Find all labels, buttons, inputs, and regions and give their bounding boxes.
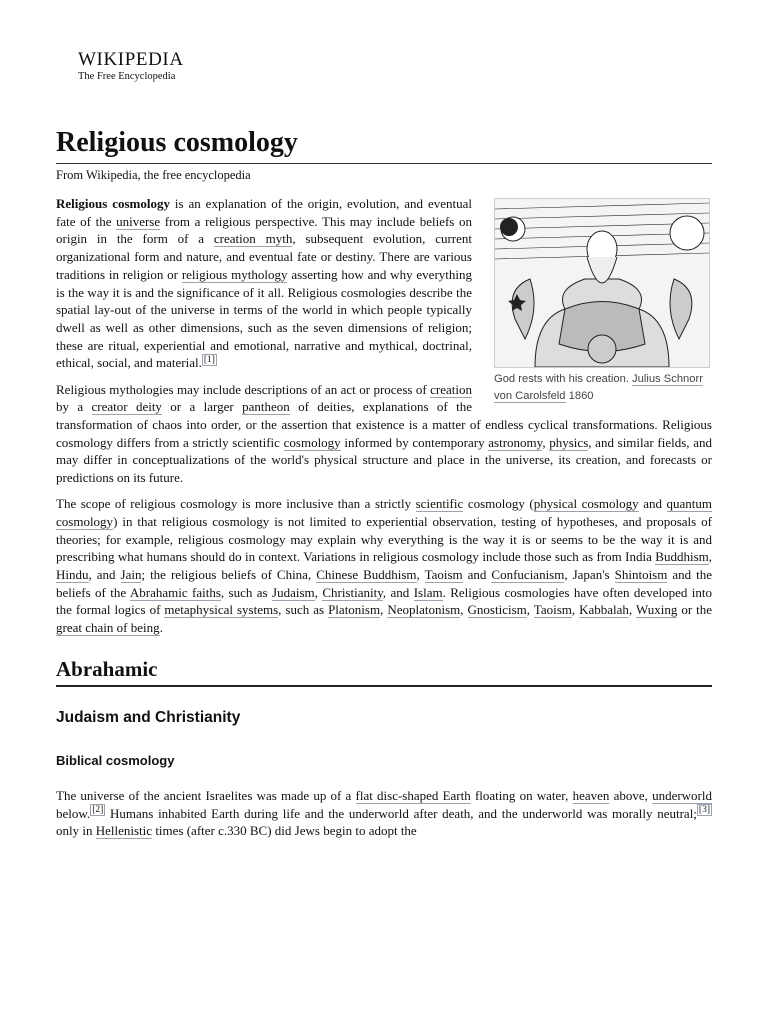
link-great-chain-of-being[interactable]: great chain of being	[56, 620, 160, 636]
link-pantheon[interactable]: pantheon	[242, 399, 290, 415]
link-metaphysical-systems[interactable]: metaphysical systems	[164, 602, 279, 618]
ref-1: [1]	[203, 355, 215, 365]
link-religious-mythology[interactable]: religious mythology	[181, 266, 288, 282]
link-buddhism[interactable]: Buddhism	[655, 549, 709, 565]
paragraph-mythologies: Religious mythologies may include descriptions of an act or process of creation by a creator deity or a larger pantheon of deities, explanations of the transformation of chaos into order, or the assertion that existence is a matter of endless cyclical transformations. Religious cosmology differs from a strictly scientific cosmology informed by contemporary astronomy, physics, and similar fields, and may differ in conceptualizations of the world's physical structure and place in the universe, its creation, and forecasts or predictions on its future.	[56, 381, 713, 486]
logo-tagline: The Free Encyclopedia	[78, 71, 176, 82]
link-neoplatonism[interactable]: Neoplatonism	[387, 602, 461, 618]
ref-3: [3]	[698, 805, 710, 816]
figure-caption: God rests with his creation. Julius Schnorr von Carolsfeld 1860	[494, 373, 703, 402]
paragraph-biblical: The universe of the ancient Israelites was made up of a flat disc-shaped Earth floating on water, heaven above, underworld below. [2] Humans inhabited Earth during life and the underworld after death, and the underworld was morally neutral; [3] only in Hellenistic times (after c.330 BC) did Jews begin to adopt the	[56, 787, 712, 839]
logo-wordmark: WIKIPEDIA	[78, 49, 184, 70]
link-physical-cosmology[interactable]: physical cosmology	[533, 496, 639, 512]
page-subtitle: From Wikipedia, the free encyclopedia	[56, 168, 251, 182]
link-abrahamic-faiths[interactable]: Abrahamic faiths	[129, 584, 221, 600]
link-quantum-cosmology[interactable]: quantum cosmology	[56, 496, 712, 529]
wikipedia-logo[interactable]	[78, 50, 218, 82]
link-confucianism[interactable]: Confucianism	[491, 567, 565, 583]
link-heaven[interactable]: heaven	[572, 787, 610, 803]
subsection-heading-judaism-christianity: Judaism and Christianity	[56, 708, 241, 726]
link-universe[interactable]: universe	[116, 213, 161, 229]
ref-2: [2]	[92, 805, 104, 816]
link-creation-myth[interactable]: creation myth	[213, 231, 293, 247]
page-title: Religious cosmology	[56, 124, 712, 164]
link-wuxing[interactable]: Wuxing	[635, 602, 678, 618]
engraving-image[interactable]	[494, 198, 710, 368]
link-physics[interactable]: physics	[549, 434, 589, 450]
link-christianity[interactable]: Christianity	[322, 584, 383, 600]
link-shintoism[interactable]: Shintoism	[614, 567, 668, 583]
link-islam[interactable]: Islam	[413, 584, 443, 600]
subsubsection-heading-biblical-cosmology: Biblical cosmology	[56, 752, 175, 768]
link-creator-deity[interactable]: creator deity	[91, 399, 162, 415]
link-judaism[interactable]: Judaism	[272, 584, 315, 600]
article-content	[56, 124, 712, 848]
link-platonism[interactable]: Platonism	[328, 602, 381, 618]
link-cosmology[interactable]: cosmology	[283, 434, 341, 450]
link-chinese-buddhism[interactable]: Chinese Buddhism	[316, 567, 417, 583]
link-jain[interactable]: Jain	[120, 567, 142, 583]
link-underworld[interactable]: underworld	[652, 787, 712, 803]
paragraph-scope: The scope of religious cosmology is more inclusive than a strictly scientific cosmology (physical cosmology and quantum cosmology) in that religious cosmology is not limited to experiential observation, testing of hypotheses, and proposals of theories; for example, religious cosmology may explain why everything is the way it is or seems to be the way it is and prescribing what humans should do in context. Variations in religious cosmology include those such as from India Buddhism, Hindu, and Jain; the religious beliefs of China, Chinese Buddhism, Taoism and Confucianism, Japan's Shintoism and the beliefs of the Abrahamic faiths, such as Judaism, Christianity, and Islam. Religious cosmologies have often developed into the formal logics of metaphysical systems, such as Platonism, Neoplatonism, Gnosticism, Taoism, Kabbalah, Wuxing or the great chain of being.	[56, 496, 713, 636]
link-flat-earth[interactable]: flat disc-shaped Earth	[355, 787, 471, 803]
section-heading-abrahamic: Abrahamic	[56, 656, 712, 687]
link-creation[interactable]: creation	[430, 381, 472, 397]
figure	[494, 198, 712, 404]
link-astronomy[interactable]: astronomy	[488, 434, 543, 450]
caption-author-link[interactable]: Julius Schnorr von Carolsfeld	[494, 373, 703, 402]
link-scientific[interactable]: scientific	[415, 496, 464, 512]
link-hellenistic[interactable]: Hellenistic	[95, 823, 153, 839]
paragraph-intro: Religious cosmology is an explanation of the origin, evolution, and eventual fate of the universe from a religious perspective. This may include beliefs on origin in the form of a creation myth, subsequent evolution, current organizational form and nature, and eventual fate or destiny. There are various traditions in religion or religious mythology asserting how and why everything is the way it is and the significance of it all. Religious cosmologies describe the spatial lay-out of the universe in terms of the world in which people typically dwell as well as other dimensions, such as the seven dimensions of religion; these are ritual, experiential and emotional, narrative and mythical, doctrinal, ethical, social, and material. [1]	[56, 196, 473, 371]
link-kabbalah[interactable]: Kabbalah	[579, 602, 629, 618]
link-gnosticism[interactable]: Gnosticism	[467, 602, 527, 618]
link-hindu[interactable]: Hindu	[56, 567, 89, 583]
link-taoism[interactable]: Taoism	[424, 567, 463, 583]
link-taoism-2[interactable]: Taoism	[533, 602, 572, 618]
